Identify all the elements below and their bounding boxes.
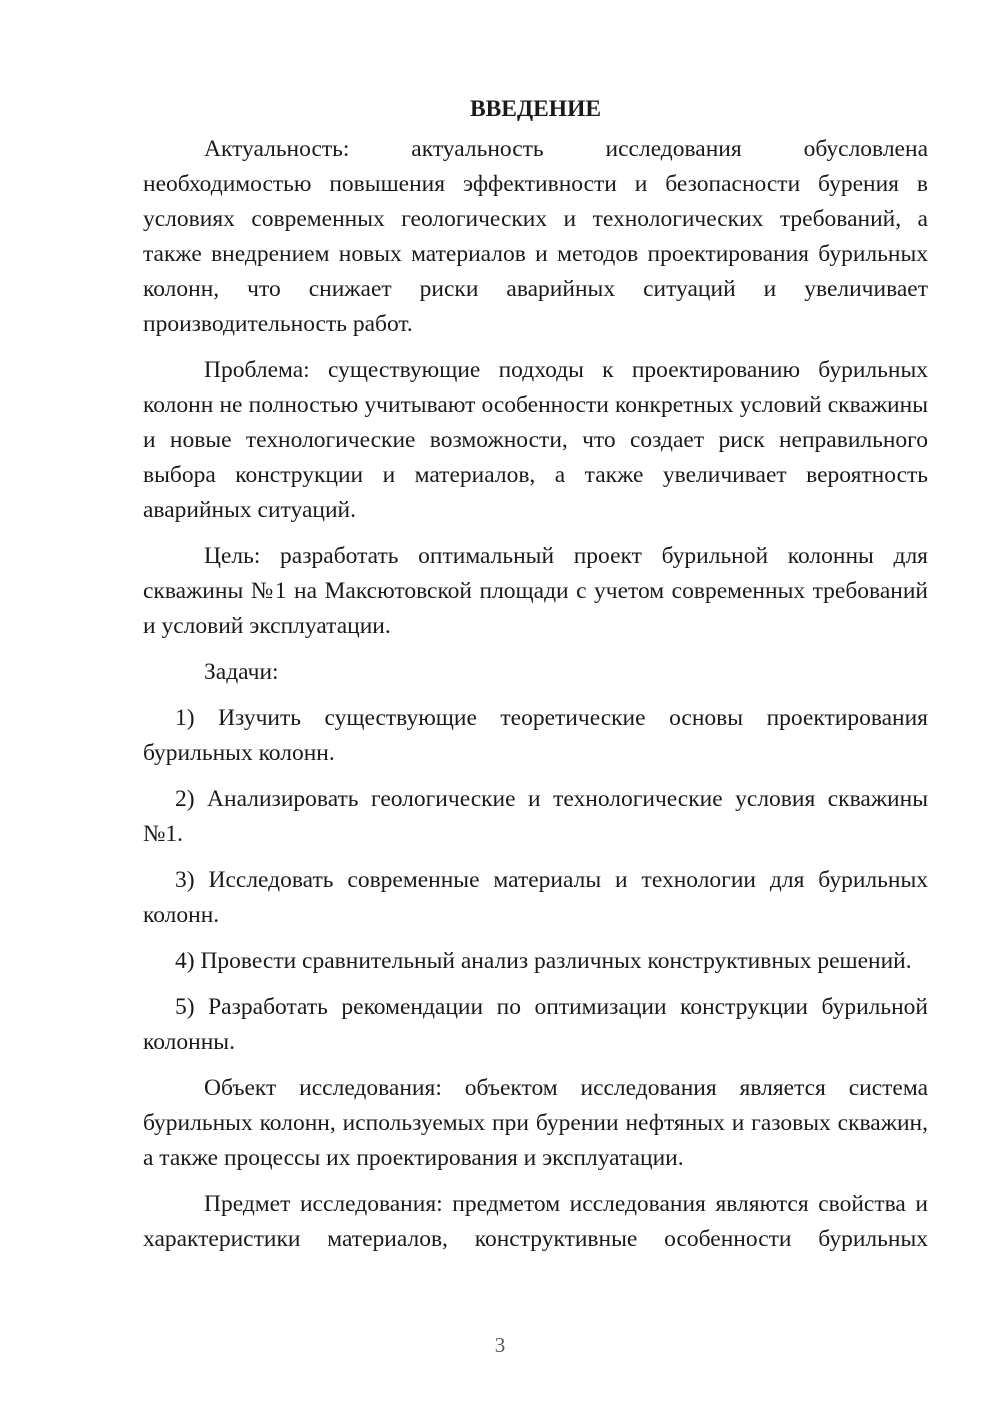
paragraph-subject: Предмет исследования: предметом исследования являются свойства и характеристики материалов, конструктивные особенности бурильных bbox=[143, 1191, 928, 1252]
tasks-label: Задачи: bbox=[204, 659, 279, 685]
task-item-3: 3) Исследовать современные материалы и технологии для бурильных колонн. bbox=[143, 867, 928, 928]
task-item-5: 5) Разработать рекомендации по оптимизации конструкции бурильной колонны. bbox=[143, 994, 928, 1055]
paragraph-goal: Цель: разработать оптимальный проект бурильной колонны для скважины №1 на Максютовской площади с учетом современных требований и условий эксплуатации. bbox=[143, 543, 928, 639]
paragraph-problem: Проблема: существующие подходы к проектированию бурильных колонн не полностью учитывают особенности конкретных условий скважины и новые технологические возможности, что создает риск неправильного выбора конструкции и материалов, а также увеличивает вероятность аварийных ситуаций. bbox=[143, 357, 928, 523]
page-number: 3 bbox=[494, 1333, 506, 1357]
paragraph-relevance: Актуальность: актуальность исследования обусловлена необходимостью повышения эффективности и безопасности бурения в условиях современных геологических и технологических требований, а также внедрением новых материалов и методов проектирования бурильных колонн, что снижает риски аварийных ситуаций и увеличивает производительность работ. bbox=[143, 136, 928, 337]
document-body bbox=[143, 92, 928, 1268]
paragraph-object: Объект исследования: объектом исследования является система бурильных колонн, используемых при бурении нефтяных и газовых скважин, а также процессы их проектирования и эксплуатации. bbox=[143, 1075, 928, 1171]
task-item-4: 4) Провести сравнительный анализ различных конструктивных решений. bbox=[175, 948, 912, 974]
task-item-1: 1) Изучить существующие теоретические основы проектирования бурильных колонн. bbox=[143, 705, 928, 766]
task-item-2: 2) Анализировать геологические и технологические условия скважины №1. bbox=[143, 786, 928, 847]
section-heading: ВВЕДЕНИЕ bbox=[469, 96, 602, 122]
